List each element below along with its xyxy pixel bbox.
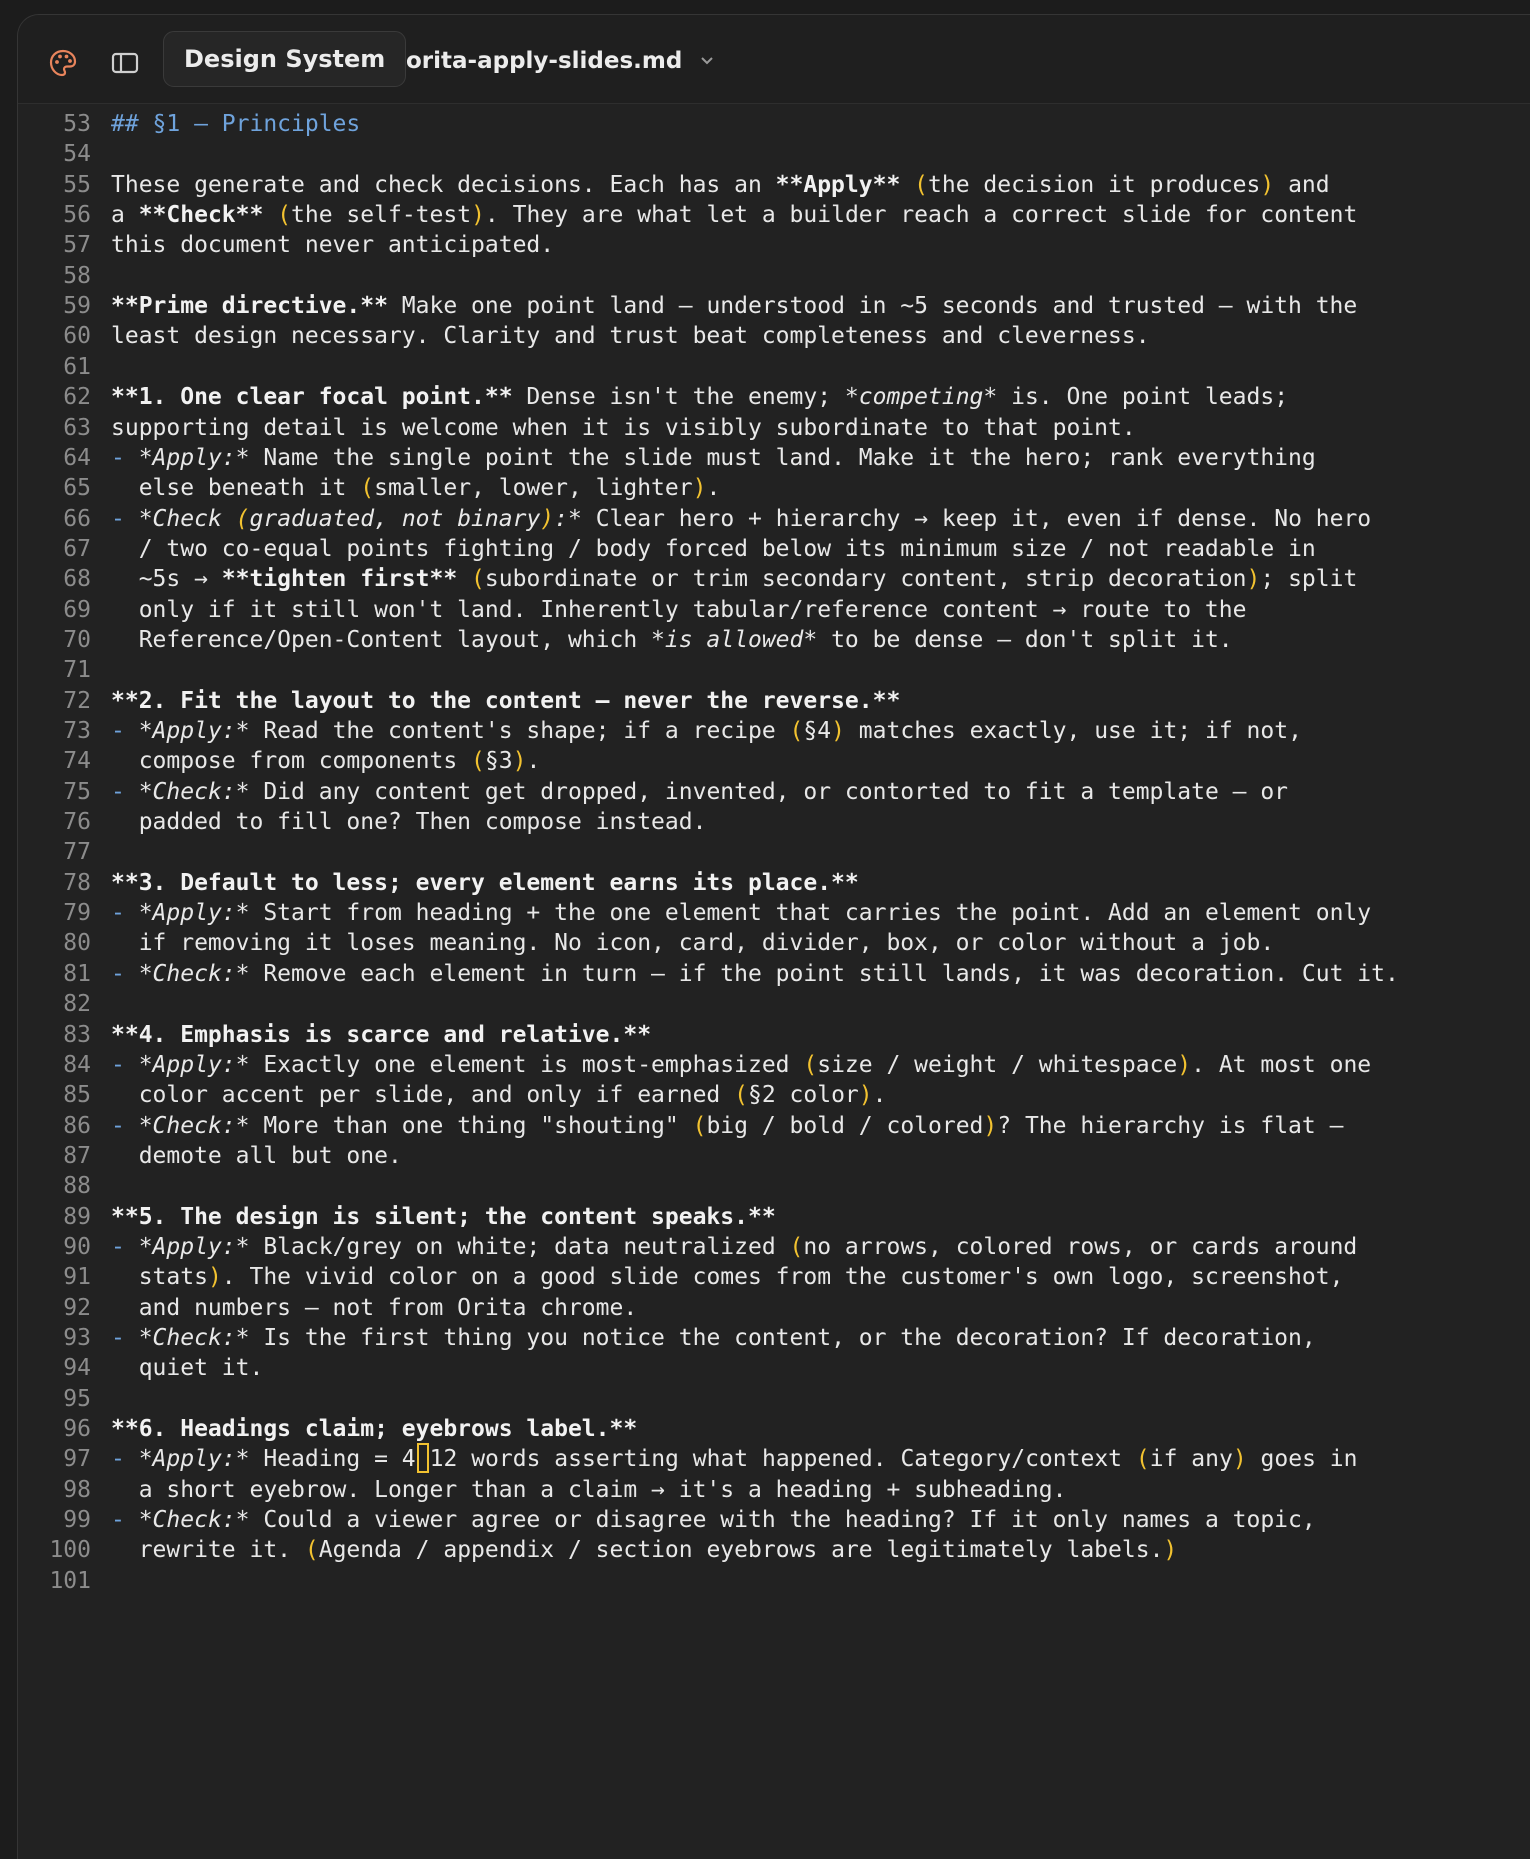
line-number: 59 — [63, 293, 91, 320]
text-segment: . — [706, 475, 721, 502]
design-system-tab[interactable] — [163, 31, 406, 87]
text-segment: **1. One clear focal point.** — [111, 384, 513, 411]
text-segment: - — [111, 1233, 139, 1260]
line-number: 90 — [63, 1233, 91, 1260]
text-segment: supporting detail is welcome when it is visibly subordinate to that point. — [111, 414, 1136, 441]
text-segment: - — [111, 505, 139, 532]
line-number: 56 — [63, 202, 91, 229]
text-segment: ) — [1260, 171, 1275, 198]
line-number: 88 — [63, 1173, 91, 1200]
line-number: 95 — [63, 1385, 91, 1412]
text-segment: **Prime directive.** — [111, 293, 388, 320]
line-number: 82 — [63, 991, 91, 1018]
text-segment: Black/grey on white; data neutralized — [249, 1233, 790, 1260]
text-segment: . — [872, 1082, 887, 1109]
line-number: 97 — [63, 1446, 91, 1473]
text-segment: Dense isn't the enemy; — [512, 384, 845, 411]
line-number: 70 — [63, 626, 91, 653]
text-segment: **2. Fit the layout to the content — never the reverse.** — [111, 687, 901, 714]
line-number: 99 — [63, 1507, 91, 1534]
text-segment: subordinate or trim secondary content, strip decoration — [484, 566, 1247, 593]
text-segment: *Apply:* — [138, 1051, 250, 1078]
line-number: 74 — [63, 748, 91, 775]
text-segment: ) — [983, 1112, 998, 1139]
text-segment: **6. Headings claim; eyebrows label.** — [111, 1416, 638, 1443]
text-segment: ( — [1135, 1446, 1150, 1473]
text-segment: ~5s → — [111, 566, 222, 593]
text-segment: only if it still won't land. Inherently tabular/reference content → route to the — [111, 596, 1247, 623]
text-segment: . They are what let a builder reach a correct slide for content — [484, 202, 1358, 229]
text-segment: **Check** — [138, 202, 264, 229]
text-segment: least design necessary. Clarity and trust beat completeness and cleverness. — [111, 323, 1150, 350]
line-number: 72 — [63, 687, 91, 714]
text-segment: *Check:* — [138, 1325, 250, 1351]
line-number: 87 — [63, 1142, 91, 1169]
text-segment: demote all but one. — [111, 1142, 402, 1169]
line-number: 68 — [63, 566, 91, 593]
text-segment: §2 color — [747, 1082, 859, 1109]
line-number: 92 — [63, 1294, 91, 1321]
editor-window — [17, 14, 1530, 1859]
line-number: 61 — [63, 353, 91, 380]
text-segment: ) — [540, 505, 555, 532]
text-segment: Start from heading + the one element that carries the point. Add an element only — [249, 900, 1372, 927]
text-segment: - — [111, 718, 139, 744]
text-segment: ( — [789, 718, 804, 744]
text-segment: ) — [471, 202, 485, 229]
text-segment: :* — [554, 505, 582, 532]
text-segment: *Check:* — [138, 1112, 250, 1139]
text-segment: §3 — [484, 748, 513, 775]
line-number: 64 — [63, 444, 91, 471]
text-segment: ## §1 — Principles — [111, 111, 361, 137]
text-segment: *is allowed* — [651, 626, 818, 653]
line-number: 75 — [63, 778, 91, 805]
text-segment: ) — [692, 475, 707, 502]
text-segment: ) — [1177, 1051, 1192, 1078]
line-number: 57 — [63, 232, 91, 259]
line-number: 100 — [49, 1537, 91, 1564]
text-segment: §4 — [803, 718, 832, 744]
line-number: 62 — [63, 384, 91, 411]
text-segment: *Apply:* — [138, 1446, 250, 1473]
text-segment: . — [526, 748, 541, 775]
text-segment: color accent per slide, and only if earned — [111, 1082, 735, 1109]
text-segment: Heading = 4 — [249, 1446, 416, 1473]
text-segment: . The vivid color on a good slide comes from the customer's own logo, screenshot, — [221, 1264, 1344, 1291]
text-segment: and numbers — not from Orita chrome. — [111, 1294, 638, 1321]
text-segment: ( — [471, 748, 485, 775]
text-segment: 12 words asserting what happened. Category/context — [429, 1446, 1136, 1473]
text-segment: *Apply:* — [138, 718, 250, 744]
text-segment: compose from components — [111, 748, 472, 775]
line-number: 94 — [63, 1355, 91, 1382]
text-segment: ( — [692, 1112, 707, 1139]
text-segment: ( — [734, 1082, 748, 1109]
text-segment: ( — [360, 475, 375, 502]
text-segment: a — [111, 202, 139, 229]
text-segment: ( — [914, 171, 929, 198]
text-segment: goes in — [1246, 1446, 1358, 1473]
title-bar — [18, 15, 1530, 104]
text-segment: the self-test — [291, 202, 472, 229]
text-segment: ) — [207, 1264, 222, 1291]
text-segment: and — [1274, 171, 1330, 198]
text-segment: ( — [277, 202, 292, 229]
text-segment: Could a viewer agree or disagree with the heading? If it only names a topic, — [249, 1507, 1316, 1534]
text-segment: ; split — [1260, 566, 1358, 593]
text-segment: - — [111, 778, 139, 805]
text-segment: ) — [858, 1082, 873, 1109]
code-editor[interactable] — [18, 106, 1530, 1859]
line-number: 98 — [63, 1476, 91, 1503]
text-segment — [900, 172, 914, 198]
line-number: 81 — [63, 960, 91, 987]
line-number: 91 — [63, 1264, 91, 1291]
text-segment: ( — [803, 1051, 818, 1078]
line-number: 63 — [63, 414, 91, 441]
text-segment — [457, 566, 471, 592]
text-segment — [263, 202, 277, 228]
text-segment: ( — [471, 566, 485, 593]
sidebar-toggle-icon[interactable] — [105, 43, 145, 83]
text-segment: else beneath it — [111, 475, 361, 502]
text-segment: Read the content's shape; if a recipe — [249, 718, 790, 744]
text-segment: rewrite it. — [111, 1537, 305, 1564]
text-segment: size / weight / whitespace — [817, 1051, 1178, 1078]
line-number: 55 — [63, 171, 91, 198]
code-line — [18, 1563, 1530, 1599]
text-segment: if removing it loses meaning. No icon, card, divider, box, or color without a job. — [111, 930, 1275, 957]
text-segment: matches exactly, use it; if not, — [844, 718, 1302, 744]
line-number: 85 — [63, 1082, 91, 1109]
line-number: 86 — [63, 1112, 91, 1139]
line-number: 96 — [63, 1416, 91, 1443]
text-segment: ( — [789, 1233, 804, 1260]
text-segment: if any — [1149, 1446, 1233, 1473]
text-segment: *Apply:* — [138, 1233, 250, 1260]
text-segment: to be dense — don't split it. — [817, 626, 1233, 653]
text-segment: These generate and check decisions. Each has an — [111, 171, 776, 198]
text-segment: *competing* — [844, 384, 998, 411]
text-segment: Make one point land — understood in ~5 seconds and trusted — with the — [387, 293, 1358, 320]
text-segment: ) — [512, 748, 527, 775]
line-number: 77 — [63, 839, 91, 866]
text-segment: padded to fill one? Then compose instead. — [111, 809, 707, 836]
text-segment: - — [111, 960, 139, 987]
text-segment: **5. The design is silent; the content speaks.** — [111, 1203, 776, 1230]
line-number: 79 — [63, 900, 91, 927]
text-segment: is. One point leads; — [997, 384, 1289, 411]
line-number: 84 — [63, 1051, 91, 1078]
text-segment: Reference/Open-Content layout, which — [111, 626, 652, 653]
text-segment: Name the single point the slide must land. Make it the hero; rank everything — [249, 444, 1316, 471]
line-number: 66 — [63, 505, 91, 532]
line-number: 53 — [63, 111, 91, 137]
text-segment: big / bold / colored — [706, 1112, 984, 1139]
line-number: 78 — [63, 869, 91, 896]
text-segment: *Check:* — [138, 778, 250, 805]
text-segment: - — [111, 1446, 139, 1473]
text-segment: / two co-equal points fighting / body forced below its minimum size / not readable in — [111, 535, 1316, 562]
text-segment: quiet it. — [111, 1355, 264, 1382]
text-segment: smaller, lower, lighter — [374, 475, 693, 502]
text-segment: - — [111, 900, 139, 927]
text-segment: ? The hierarchy is flat — — [997, 1112, 1344, 1139]
line-number: 83 — [63, 1021, 91, 1048]
line-number: 60 — [63, 323, 91, 350]
text-segment: stats — [111, 1264, 208, 1291]
text-segment: Did any content get dropped, invented, or contorted to fit a template — or — [249, 778, 1289, 805]
file-selector[interactable] — [406, 45, 714, 77]
text-segment: ) — [831, 718, 845, 744]
text-cursor — [417, 1443, 429, 1473]
line-number: 93 — [63, 1325, 91, 1351]
text-segment: Remove each element in turn — if the point still lands, it was decoration. Cut it. — [249, 960, 1399, 987]
text-segment: *Apply:* — [138, 900, 250, 927]
line-number: 65 — [63, 475, 91, 502]
text-segment: More than one thing "shouting" — [249, 1112, 693, 1139]
line-number: 71 — [63, 657, 91, 684]
palette-icon[interactable] — [43, 43, 83, 83]
chevron-down-icon — [700, 56, 714, 66]
text-segment: *Apply:* — [138, 444, 250, 471]
text-segment: no arrows, colored rows, or cards around — [803, 1233, 1358, 1260]
line-number: 69 — [63, 596, 91, 623]
design-system-tab-label: Design System — [184, 45, 386, 73]
text-segment: graduated, not binary — [249, 505, 541, 532]
text-segment: - — [111, 1325, 139, 1351]
text-segment: Agenda / appendix / section eyebrows are legitimately labels. — [318, 1537, 1164, 1564]
file-name-label: orita-apply-slides.md — [406, 48, 683, 74]
text-segment: **tighten first** — [221, 566, 458, 593]
line-number: 58 — [63, 262, 91, 289]
text-segment: . At most one — [1191, 1051, 1372, 1078]
line-number: 80 — [63, 930, 91, 957]
text-segment: ) — [1163, 1537, 1178, 1564]
text-segment: Is the first thing you notice the content, or the decoration? If decoration, — [249, 1325, 1316, 1351]
text-segment: *Check — [138, 505, 236, 532]
text-segment: ( — [235, 505, 250, 532]
line-number: 73 — [63, 718, 91, 744]
text-segment: - — [111, 1112, 139, 1139]
line-number: 76 — [63, 809, 91, 836]
text-segment: **Apply** — [775, 171, 901, 198]
text-segment: **3. Default to less; every element earns its place.** — [111, 869, 859, 896]
text-segment: a short eyebrow. Longer than a claim → it's a heading + subheading. — [111, 1476, 1067, 1503]
text-segment: ) — [1246, 566, 1261, 593]
line-number: 89 — [63, 1203, 91, 1230]
line-number: 101 — [49, 1567, 91, 1594]
text-segment: this document never anticipated. — [111, 232, 555, 259]
text-segment: Clear hero + hierarchy → keep it, even if dense. No hero — [581, 505, 1372, 532]
text-segment: ( — [304, 1537, 319, 1564]
line-number: 54 — [63, 141, 91, 168]
text-segment: *Check:* — [138, 960, 250, 987]
text-segment: *Check:* — [138, 1507, 250, 1534]
text-segment: - — [111, 1051, 139, 1078]
text-segment: - — [111, 1507, 139, 1534]
text-segment: the decision it produces — [928, 171, 1261, 198]
text-segment: ) — [1232, 1446, 1247, 1473]
text-segment: Exactly one element is most-emphasized — [249, 1051, 804, 1078]
line-number: 67 — [63, 535, 91, 562]
text-segment: - — [111, 444, 139, 471]
text-segment: **4. Emphasis is scarce and relative.** — [111, 1021, 652, 1048]
